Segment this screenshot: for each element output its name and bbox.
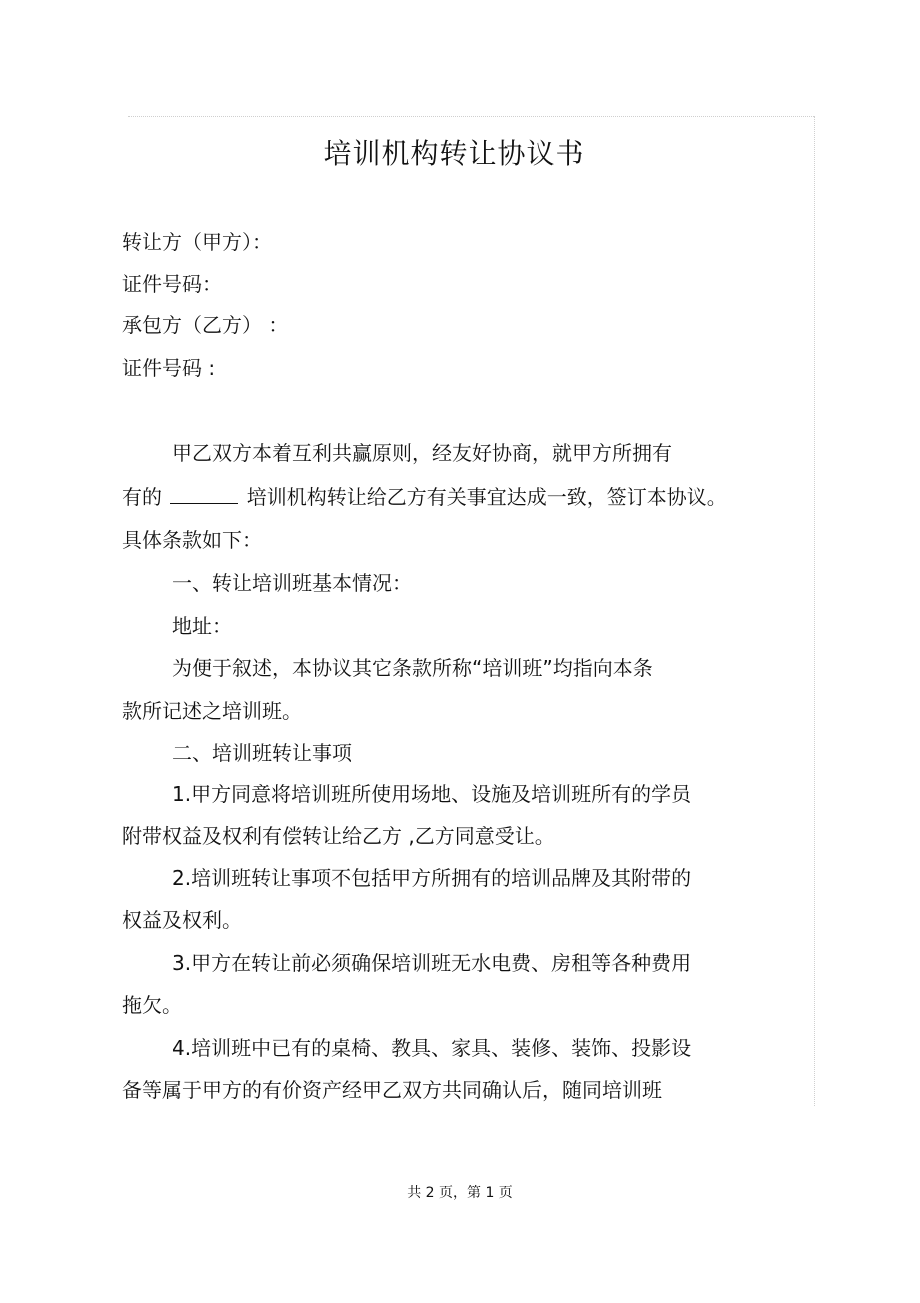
intro-line-2 [122, 485, 727, 509]
item-3-line-2: 拖欠。 [122, 993, 182, 1017]
item-1-line-1: 1.甲方同意将培训班所使用场地、设施及培训班所有的学员 [172, 782, 692, 806]
item-2-line-2: 权益及权利。 [122, 908, 242, 932]
section-1-note-line-1: 为便于叙述，本协议其它条款所称“培训班”均指向本条 [172, 656, 653, 680]
institution-name-blank [170, 485, 238, 504]
intro-line-2-suffix: 培训机构转让给乙方有关事宜达成一致，签订本协议。 [246, 485, 727, 509]
transferor-label: 转让方（甲方）： [122, 230, 272, 254]
transferor-id-label: 证件号码： [122, 272, 222, 296]
intro-line-1: 甲乙双方本着互利共赢原则，经友好协商，就甲方所拥有 [172, 441, 672, 465]
item-2-line-1: 2.培训班转让事项不包括甲方所拥有的培训品牌及其附带的 [172, 866, 692, 890]
item-1-line-2: 附带权益及权利有偿转让给乙方 ,乙方同意受让。 [122, 824, 555, 848]
intro-line-2-prefix: 有的 [122, 485, 162, 509]
section-1-heading: 一、转让培训班基本情况： [172, 571, 412, 595]
contractor-label: 承包方（乙方） ： [122, 313, 289, 337]
document-title: 培训机构转让协议书 [323, 137, 585, 170]
item-4-line-2: 备等属于甲方的有价资产经甲乙双方共同确认后，随同培训班 [122, 1078, 662, 1102]
item-3-line-1: 3.甲方在转让前必须确保培训班无水电费、房租等各种费用 [172, 951, 692, 975]
section-2-heading: 二、培训班转让事项 [172, 741, 352, 765]
address-label: 地址： [172, 614, 232, 638]
contractor-id-label: 证件号码 : [122, 356, 216, 380]
section-1-note-line-2: 款所记述之培训班。 [122, 699, 302, 723]
item-4-line-1: 4.培训班中已有的桌椅、教具、家具、装修、装饰、投影设 [172, 1036, 692, 1060]
page-footer: 共 2 页，第 1 页 [407, 1185, 513, 1201]
page-top-border [128, 116, 814, 117]
page-right-border [814, 116, 815, 1106]
intro-line-3: 具体条款如下： [122, 528, 262, 552]
